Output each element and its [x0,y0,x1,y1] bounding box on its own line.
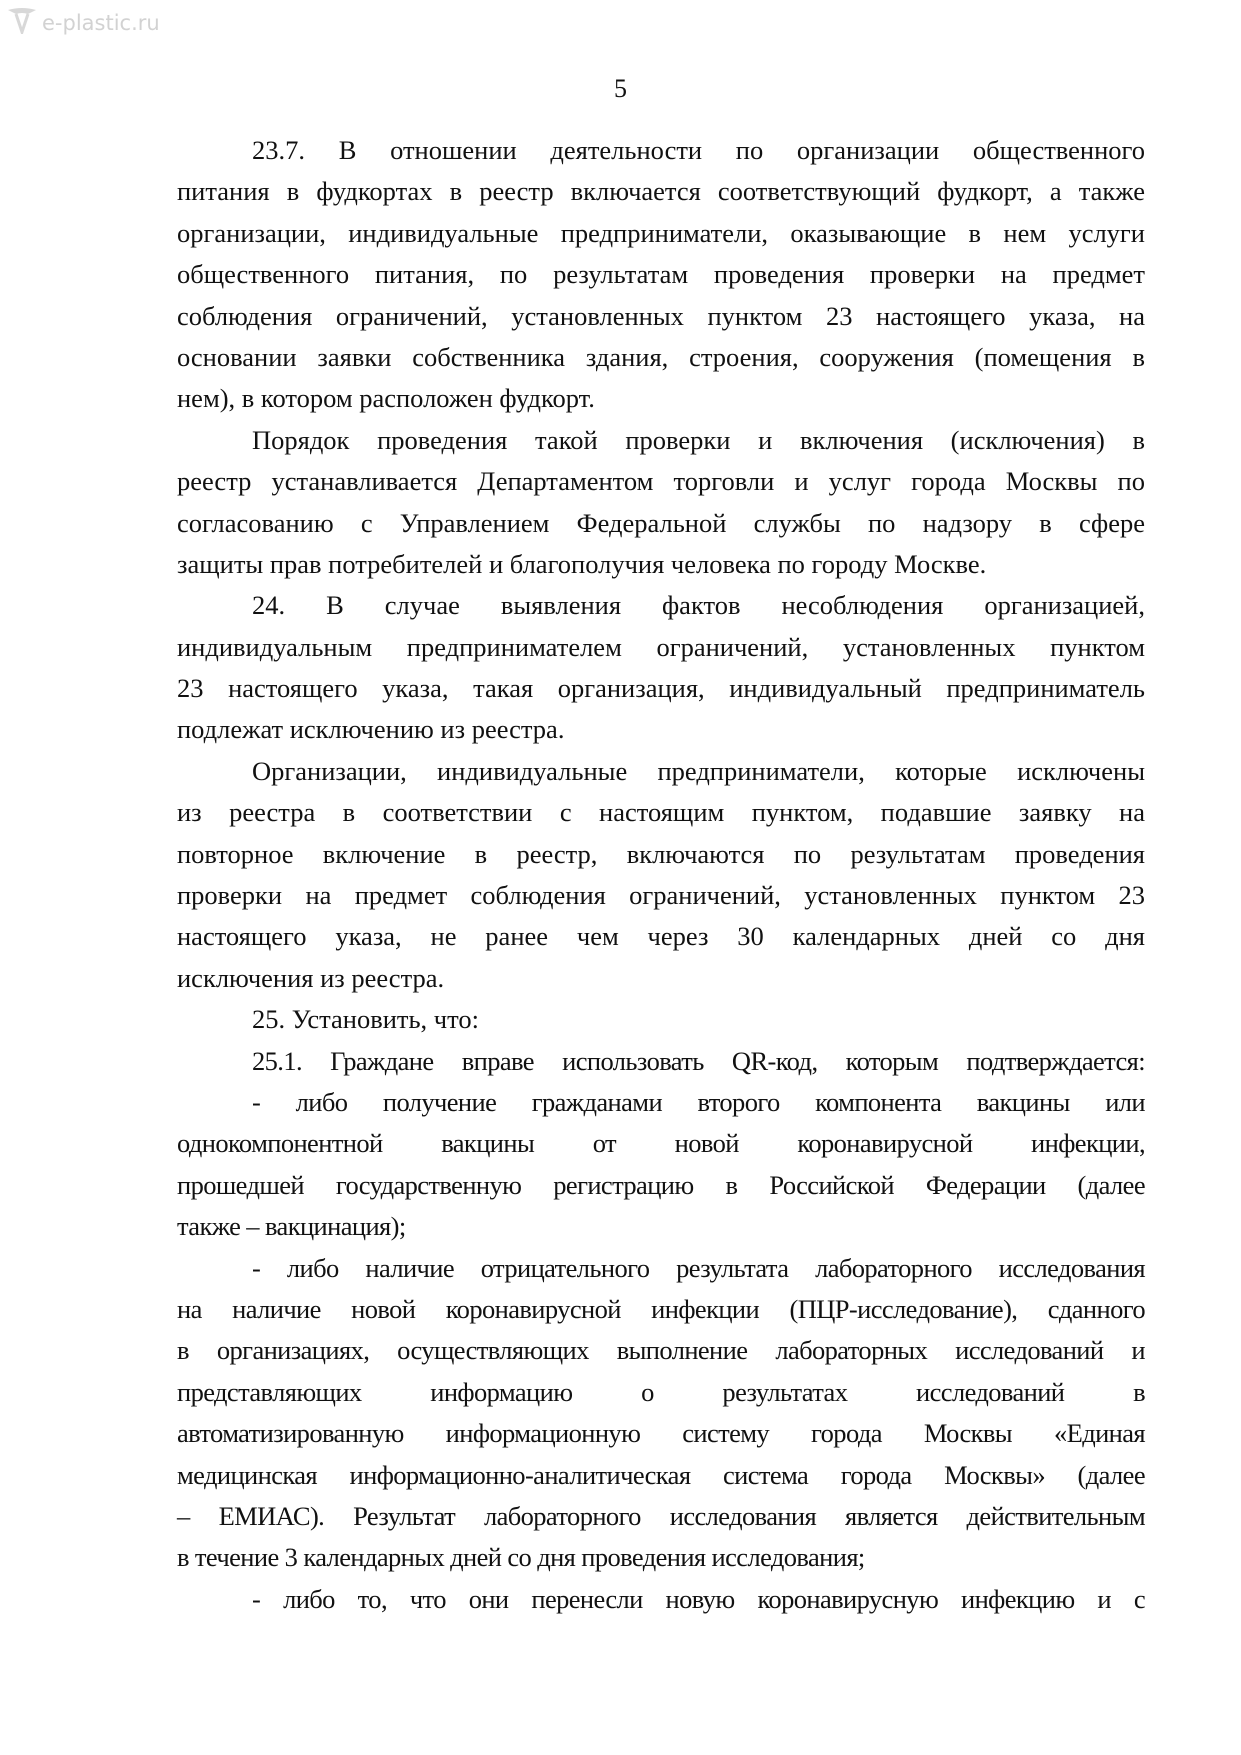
text-line: на наличие новой коронавирусной инфекции (ПЦР-исследование), сданного [177,1293,1145,1324]
text-line: - либо получение гражданами второго компонента вакцины или [252,1086,1145,1117]
text-line: - либо наличие отрицательного результата лабораторного исследования [252,1252,1145,1283]
text-line: 24. В случае выявления фактов несоблюдения организацией, [252,590,1145,621]
text-line: организации, индивидуальные предприниматели, оказывающие в нем услуги [177,217,1145,248]
logo-icon [6,6,38,39]
text-line: согласованию с Управлением Федеральной службы по надзору в сфере [177,507,1145,538]
text-line: соблюдения ограничений, установленных пунктом 23 настоящего указа, на [177,300,1145,331]
text-line: из реестра в соответствии с настоящим пунктом, подавшие заявку на [177,797,1145,828]
text-line: - либо то, что они перенесли новую коронавирусную инфекцию и с [252,1583,1145,1614]
text-line: питания в фудкортах в реестр включается соответствующий фудкорт, а также [177,176,1145,207]
page-number: 5 [614,74,627,103]
text-line: исключения из реестра. [177,962,445,993]
text-line: защиты прав потребителей и благополучия человека по городу Москве. [177,548,987,579]
text-line: индивидуальным предпринимателем ограничений, установленных пунктом [177,631,1145,662]
watermark [6,6,160,39]
text-line: нем), в котором расположен фудкорт. [177,383,595,414]
text-line: представляющих информацию о результатах исследований в [177,1376,1145,1407]
text-line: также – вакцинация); [177,1211,406,1242]
text-line: 23 настоящего указа, такая организация, индивидуальный предприниматель [177,673,1145,704]
watermark-text: e-plastic.ru [42,10,160,35]
text-line: основании заявки собственника здания, строения, сооружения (помещения в [177,341,1145,372]
text-line: однокомпонентной вакцины от новой коронавирусной инфекции, [177,1128,1145,1159]
text-line: 25.1. Граждане вправе использовать QR-код, которым подтверждается: [252,1045,1145,1076]
text-line: настоящего указа, не ранее чем через 30 календарных дней со дня [177,921,1145,952]
text-line: – ЕМИАС). Результат лабораторного исследования является действительным [177,1500,1145,1531]
text-line: в течение 3 календарных дней со дня проведения исследования; [177,1542,865,1573]
text-line: Организации, индивидуальные предприниматели, которые исключены [252,755,1145,786]
text-line: прошедшей государственную регистрацию в Российской Федерации (далее [177,1169,1145,1200]
text-line: общественного питания, по результатам проведения проверки на предмет [177,259,1145,290]
text-line: проверки на предмет соблюдения ограничений, установленных пунктом 23 [177,880,1145,911]
text-line: Порядок проведения такой проверки и включения (исключения) в [252,424,1145,455]
text-line: подлежат исключению из реестра. [177,714,565,745]
text-line: автоматизированную информационную систему города Москвы «Единая [177,1418,1145,1449]
text-line: 25. Установить, что: [252,1004,479,1035]
text-line: повторное включение в реестр, включаются по результатам проведения [177,838,1145,869]
text-line: 23.7. В отношении деятельности по организации общественного [252,135,1145,165]
text-line: медицинская информационно-аналитическая система города Москвы» (далее [177,1459,1145,1490]
document-body [177,130,1145,1620]
text-line: в организациях, осуществляющих выполнение лабораторных исследований и [177,1335,1145,1366]
text-line: реестр устанавливается Департаментом торговли и услуг города Москвы по [177,466,1145,497]
